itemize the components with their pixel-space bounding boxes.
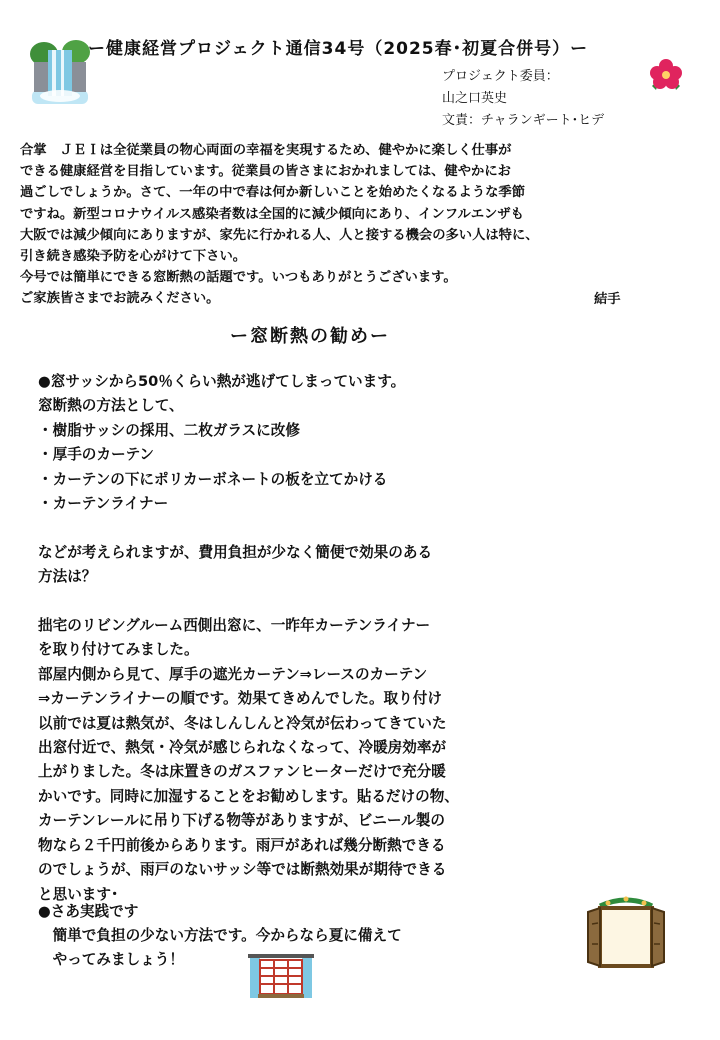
body-line: ・カーテンの下にポリカーボネートの板を立てかける bbox=[38, 470, 388, 488]
greeting-line: 大阪では減少傾向にありますが、家先に行かれる人、人と接する機会の多い人は特に、 bbox=[20, 227, 539, 243]
body-line: ⇒カーテンライナーの順です。効果てきめんでした。取り付け bbox=[38, 690, 442, 708]
greeting-line: できる健康経営を目指しています。従業員の皆さまにおかれましては、健やかにお bbox=[20, 164, 511, 180]
body-line: ・樹脂サッシの採用、二枚ガラスに改修 bbox=[38, 421, 300, 439]
committee-label: プロジェクト委員： bbox=[442, 69, 559, 84]
greeting-line: ご家族皆さまでお読みください。 bbox=[20, 291, 220, 307]
flower-icon bbox=[646, 56, 686, 94]
body-line: 方法は？ bbox=[38, 568, 97, 586]
body-line: カーテンレールに吊り下げる物等がありますが、ビニール製の bbox=[38, 812, 445, 830]
body-line: 拙宅のリビングルーム西側出窓に、一昨年カーテンライナー bbox=[38, 617, 431, 635]
newsletter-title: ー健康経営プロジェクト通信34号（2025春･初夏合併号）ー bbox=[88, 39, 589, 59]
body-line: などが考えられますが、費用負担が少なく簡便で効果のある bbox=[38, 543, 433, 561]
body-line: 部屋内側から見て、厚手の遮光カーテン⇒レースのカーテン bbox=[38, 665, 428, 683]
writer-credit: 文責：チャランギート･ヒデ bbox=[442, 113, 605, 128]
body-line: ・厚手のカーテン bbox=[38, 446, 155, 464]
body-line: 出窓付近で、熱気・冷気が感じられなくなって、冷暖房効率が bbox=[38, 739, 447, 757]
greeting-closing: 結手 bbox=[594, 292, 621, 307]
committee-member: 山之口英史 bbox=[442, 91, 508, 106]
action-line: やってみましょう！ bbox=[38, 951, 184, 968]
body-line: のでしょうが、雨戸のないサッシ等では断熱効果が期待できる bbox=[38, 861, 447, 879]
body-line: 窓断熱の方法として、 bbox=[38, 397, 184, 415]
curtain-icon bbox=[246, 954, 316, 1000]
greeting-line: 引き続き感染予防を心がけて下さい。 bbox=[20, 249, 247, 265]
article-body bbox=[38, 370, 678, 907]
body-line: と思います･ bbox=[38, 885, 119, 903]
window-icon bbox=[586, 896, 666, 970]
waterfall-icon bbox=[28, 40, 92, 108]
action-section bbox=[38, 900, 598, 972]
body-line bbox=[38, 590, 678, 614]
body-line: 以前では夏は熱気が、冬はしんしんと冷気が伝わってきていた bbox=[38, 714, 447, 732]
body-line: ・カーテンライナー bbox=[38, 495, 169, 513]
greeting-line: 合掌 ＪＥＩは全従業員の物心両面の幸福を実現するため、健やかに楽しく仕事が bbox=[20, 143, 512, 158]
body-line: 上がりました。冬は床置きのガスファンヒーターだけで充分暖 bbox=[38, 763, 446, 781]
greeting-line: ですね。新型コロナウイルス感染者数は全国的に減少傾向にあり、インフルエンザも bbox=[20, 206, 524, 222]
body-line bbox=[38, 516, 678, 540]
greeting-line: 過ごしでしょうか。さて、一年の中で春は何か新しいことを始めたくなるような季節 bbox=[20, 185, 526, 201]
body-line: 物なら２千円前後からあります。雨戸があれば幾分断熱できる bbox=[38, 836, 446, 854]
greeting-line: 今号では簡単にできる窓断熱の話題です。いつもありがとうございます。 bbox=[20, 270, 457, 286]
body-line: かいです。同時に加湿することをお勧めします。貼るだけの物、 bbox=[38, 787, 459, 805]
body-line: を取り付けてみました。 bbox=[38, 641, 199, 659]
section-heading: ー窓断熱の勧めー bbox=[230, 326, 390, 347]
action-line: ●さあ実践です bbox=[38, 903, 139, 920]
action-line: 簡単で負担の少ない方法です。今からなら夏に備えて bbox=[38, 927, 402, 944]
committee-block bbox=[442, 66, 604, 132]
body-line: ●窓サッシから50％くらい熱が逃げてしまっています。 bbox=[38, 373, 406, 390]
greeting-paragraph bbox=[20, 140, 700, 310]
